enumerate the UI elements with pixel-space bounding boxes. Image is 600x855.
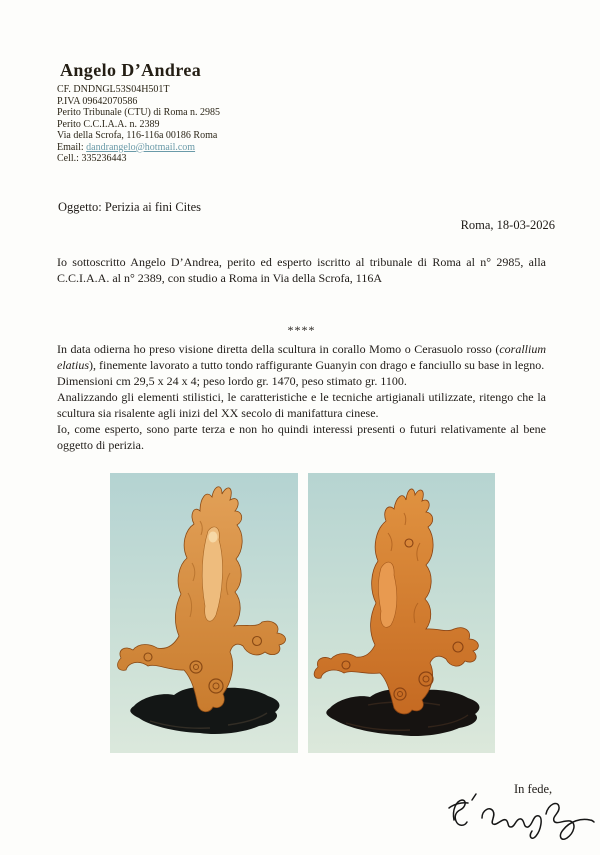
body-text <box>57 341 546 453</box>
p1-text-before: In data odierna ho preso visione diretta della scultura in corallo Momo o Cerasuolo rosso ( <box>57 342 500 356</box>
address: Via della Scrofa, 116-116a 00186 Roma <box>57 130 218 141</box>
body-paragraph-1 <box>57 341 546 373</box>
coral-sculpture-photo-front <box>110 473 298 753</box>
vat-number: P.IVA 09642070586 <box>57 95 138 107</box>
body-paragraph-2: Dimensioni cm 29,5 x 24 x 4; peso lordo gr. 1470, peso stimato gr. 1100. <box>57 374 407 388</box>
body-paragraph-3: Analizzando gli elementi stilistici, le caratteristiche e le tecniche artigianali utilizzate, ritengo che la scultura sia risalente agli inizi del XX secolo di manifattura cinese. <box>57 390 546 420</box>
p1-text-after: ), finemente lavorato a tutto tondo raffigurante Guanyin con drago e fanciullo su base in legno. <box>89 358 545 372</box>
asterisk-separator: **** <box>287 323 316 337</box>
body-paragraph-4: Io, come esperto, sono parte terza e non ho quindi interessi presenti o futuri relativamente al bene oggetto di perizia. <box>57 422 546 452</box>
chamber-expert-registration: Perito C.C.I.A.A. n. 2389 <box>57 118 160 130</box>
email-link[interactable]: dandrangelo@hotmail.com <box>86 141 196 153</box>
court-expert-registration: Perito Tribunale (CTU) di Roma n. 2985 <box>57 107 221 118</box>
email-row <box>57 142 220 154</box>
expert-name: Angelo D’Andrea <box>60 60 202 80</box>
cell-number: Cell.: 335236443 <box>57 153 127 164</box>
subject-line: Oggetto: Perizia ai fini Cites <box>58 200 202 214</box>
coral-sculpture-photo-back <box>308 473 495 753</box>
sculpture-photos <box>110 473 495 753</box>
fiscal-code: CF. DNDNGL53S04H501T <box>57 84 170 95</box>
email-label: Email: <box>57 141 87 153</box>
signature-image <box>446 792 596 840</box>
intro-paragraph: Io sottoscritto Angelo D’Andrea, perito ed esperto iscritto al tribunale di Roma al n° 2985, alla C.C.I.A.A. al n° 2389, con studio a Roma in Via della Scrofa, 116A <box>57 255 546 285</box>
date-line: Roma, 18-03-2026 <box>460 218 555 232</box>
closing-salutation: In fede, <box>514 782 553 796</box>
p1-species-italic: corallium elatius <box>57 342 546 372</box>
letterhead <box>57 60 220 165</box>
